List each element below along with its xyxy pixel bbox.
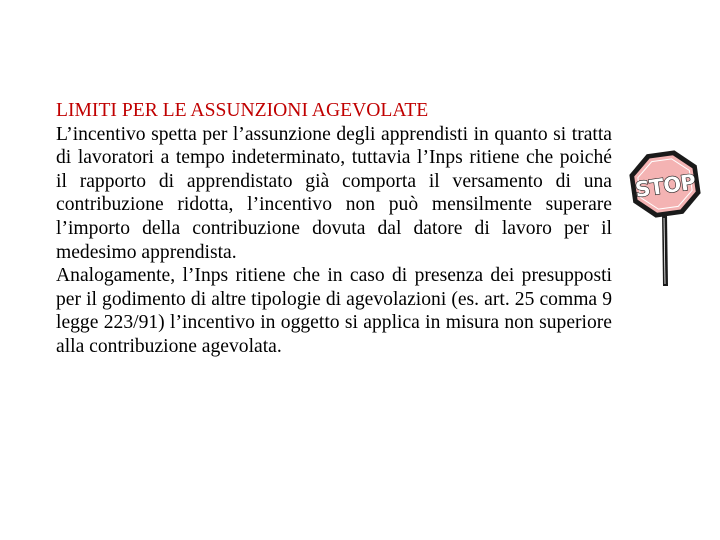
paragraph-incentivo: L’incentivo spetta per l’assunzione degli apprendisti in quanto si tratta di lavoratori a tempo indeterminato, tuttavia l’Inps ritiene che poiché il rapporto di apprendistato già comporta il versamento di una contribuzione ridotta, l’incentivo non può mensilmente superare l’importo della contribuzione dovuta dal datore di lavoro per il medesimo apprendista. — [56, 123, 612, 263]
paragraph-analogamente: Analogamente, l’Inps ritiene che in caso di presenza dei presupposti per il godimento di altre tipologie di agevolazioni (es. art. 25 comma 9 legge 223/91) l’incentivo in oggetto si applica in misura non superiore alla contribuzione agevolata. — [56, 265, 612, 357]
text-block — [56, 99, 612, 359]
stop-sign-label: STOP — [633, 169, 698, 203]
slide-title: LIMITI PER LE ASSUNZIONI AGEVOLATE — [56, 100, 429, 121]
stop-sign-icon — [624, 148, 706, 288]
